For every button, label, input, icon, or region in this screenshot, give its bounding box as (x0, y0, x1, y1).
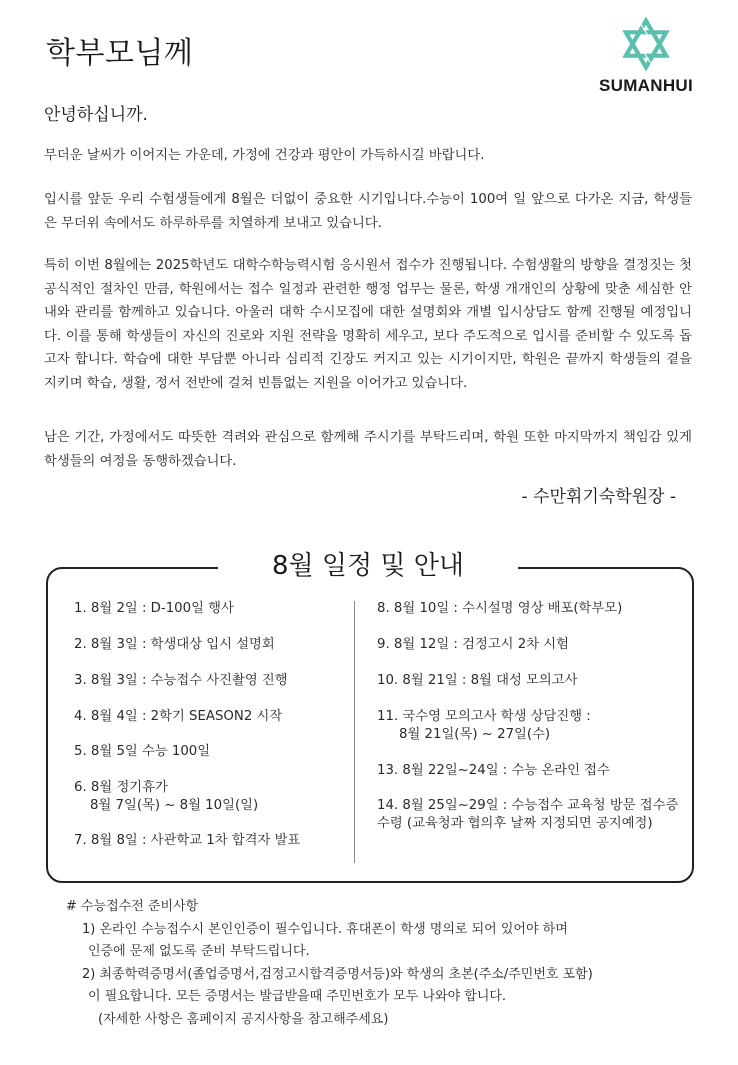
signature: - 수만휘기숙학원장 - (521, 487, 676, 507)
schedule-item: 1. 8월 2일 : D-100일 행사 (74, 601, 234, 616)
paragraph: 특히 이번 8월에는 2025학년도 대학수학능력시험 응시원서 접수가 진행됩니다. 수험생활의 방향을 결정짓는 첫 공식적인 절차인 만큼, 학원에서는 접수 일정과 관련한 행정 업무는 물론, 학생 개개인의 상황에 맞춘 세심한 안내와 관리를 함께하고 있습니다. 아울러 대학 수시모집에 대한 설명회와 개별 입시상담도 함께 진행될 예정입니다. 이를 통해 학생들이 자신의 진로와 지원 전략을 명확히 세우고, 보다 주도적으로 입시를 준비할 수 있도록 돕고자 합니다. 학습에 대한 부담뿐 아니라 심리적 긴장도 커지고 있는 시기이지만, 학원은 끝까지 학생들의 곁을 지키며 학습, 생활, 정서 전반에 걸쳐 빈틈없는 지원을 이어가고 있습니다. (44, 258, 692, 391)
notes-line: 2) 최종학력증명서(졸업증명서,검정고시합격증명서등)와 학생의 초본(주소/주민번호 포함) (82, 966, 593, 982)
greeting: 안녕하십니까. (44, 105, 148, 125)
schedule-item: 7. 8월 8일 : 사관학교 1차 합격자 발표 (74, 833, 301, 848)
preparation-notes (66, 896, 593, 1032)
paragraph: 입시를 앞둔 우리 수험생들에게 8월은 더없이 중요한 시기입니다.수능이 100여 일 앞으로 다가온 지금, 학생들은 무더위 속에서도 하루하루를 치열하게 보내고 있습니다. (44, 192, 692, 231)
notes-line: (자세한 사항은 홈페이지 공지사항을 참고해주세요) (98, 1011, 389, 1027)
logo-text: SUMANHUI (598, 76, 693, 95)
schedule-item: 9. 8월 12일 : 검정고시 2차 시험 (377, 637, 569, 652)
schedule-item: 3. 8월 3일 : 수능접수 사진촬영 진행 (74, 673, 288, 688)
schedule-item: 4. 8월 4일 : 2학기 SEASON2 시작 (74, 709, 283, 724)
schedule-item: 5. 8월 5일 수능 100일 (74, 744, 211, 759)
schedule-item: 11. 국수영 모의고사 학생 상담진행 : 8월 21일(목) ~ 27일(수) (377, 709, 591, 742)
schedule-title: 8월 일정 및 안내 (218, 546, 518, 586)
schedule-item: 2. 8월 3일 : 학생대상 입시 설명회 (74, 637, 275, 652)
notes-line: 이 필요합니다. 모든 증명서는 발급받을때 주민번호가 모두 나와야 합니다. (88, 989, 507, 1005)
schedule-item: 14. 8월 25일~29일 : 수능접수 교육청 방문 접수증 수령 (교육청과 협의후 날짜 지정되면 공지예정) (377, 798, 679, 831)
paragraph: 무더운 날씨가 이어지는 가운데, 가정에 건강과 평안이 가득하시길 바랍니다. (44, 148, 485, 163)
notes-line: 인증에 문제 없도록 준비 부탁드립니다. (88, 944, 310, 960)
schedule-item: 6. 8월 정기휴가 8월 7일(목) ~ 8월 10일(일) (74, 780, 259, 813)
star-of-david-logo-icon (618, 16, 674, 72)
sumanhui-logo (596, 16, 696, 98)
schedule-item: 13. 8월 22일~24일 : 수능 온라인 접수 (377, 763, 610, 778)
schedule-divider (354, 601, 355, 863)
notes-heading: # 수능접수전 준비사항 (66, 899, 199, 914)
page-title: 학부모님께 (46, 36, 194, 71)
schedule-item: 10. 8월 21일 : 8월 대성 모의고사 (377, 673, 578, 688)
notes-line: 1) 온라인 수능접수시 본인인증이 필수입니다. 휴대폰이 학생 명의로 되어 있어야 하며 (82, 921, 568, 937)
paragraph: 남은 기간, 가정에서도 따뜻한 격려와 관심으로 함께해 주시기를 부탁드리며, 학원 또한 마지막까지 책임감 있게 학생들의 여정을 동행하겠습니다. (44, 430, 692, 469)
schedule-item: 8. 8월 10일 : 수시설명 영상 배포(학부모) (377, 601, 623, 616)
